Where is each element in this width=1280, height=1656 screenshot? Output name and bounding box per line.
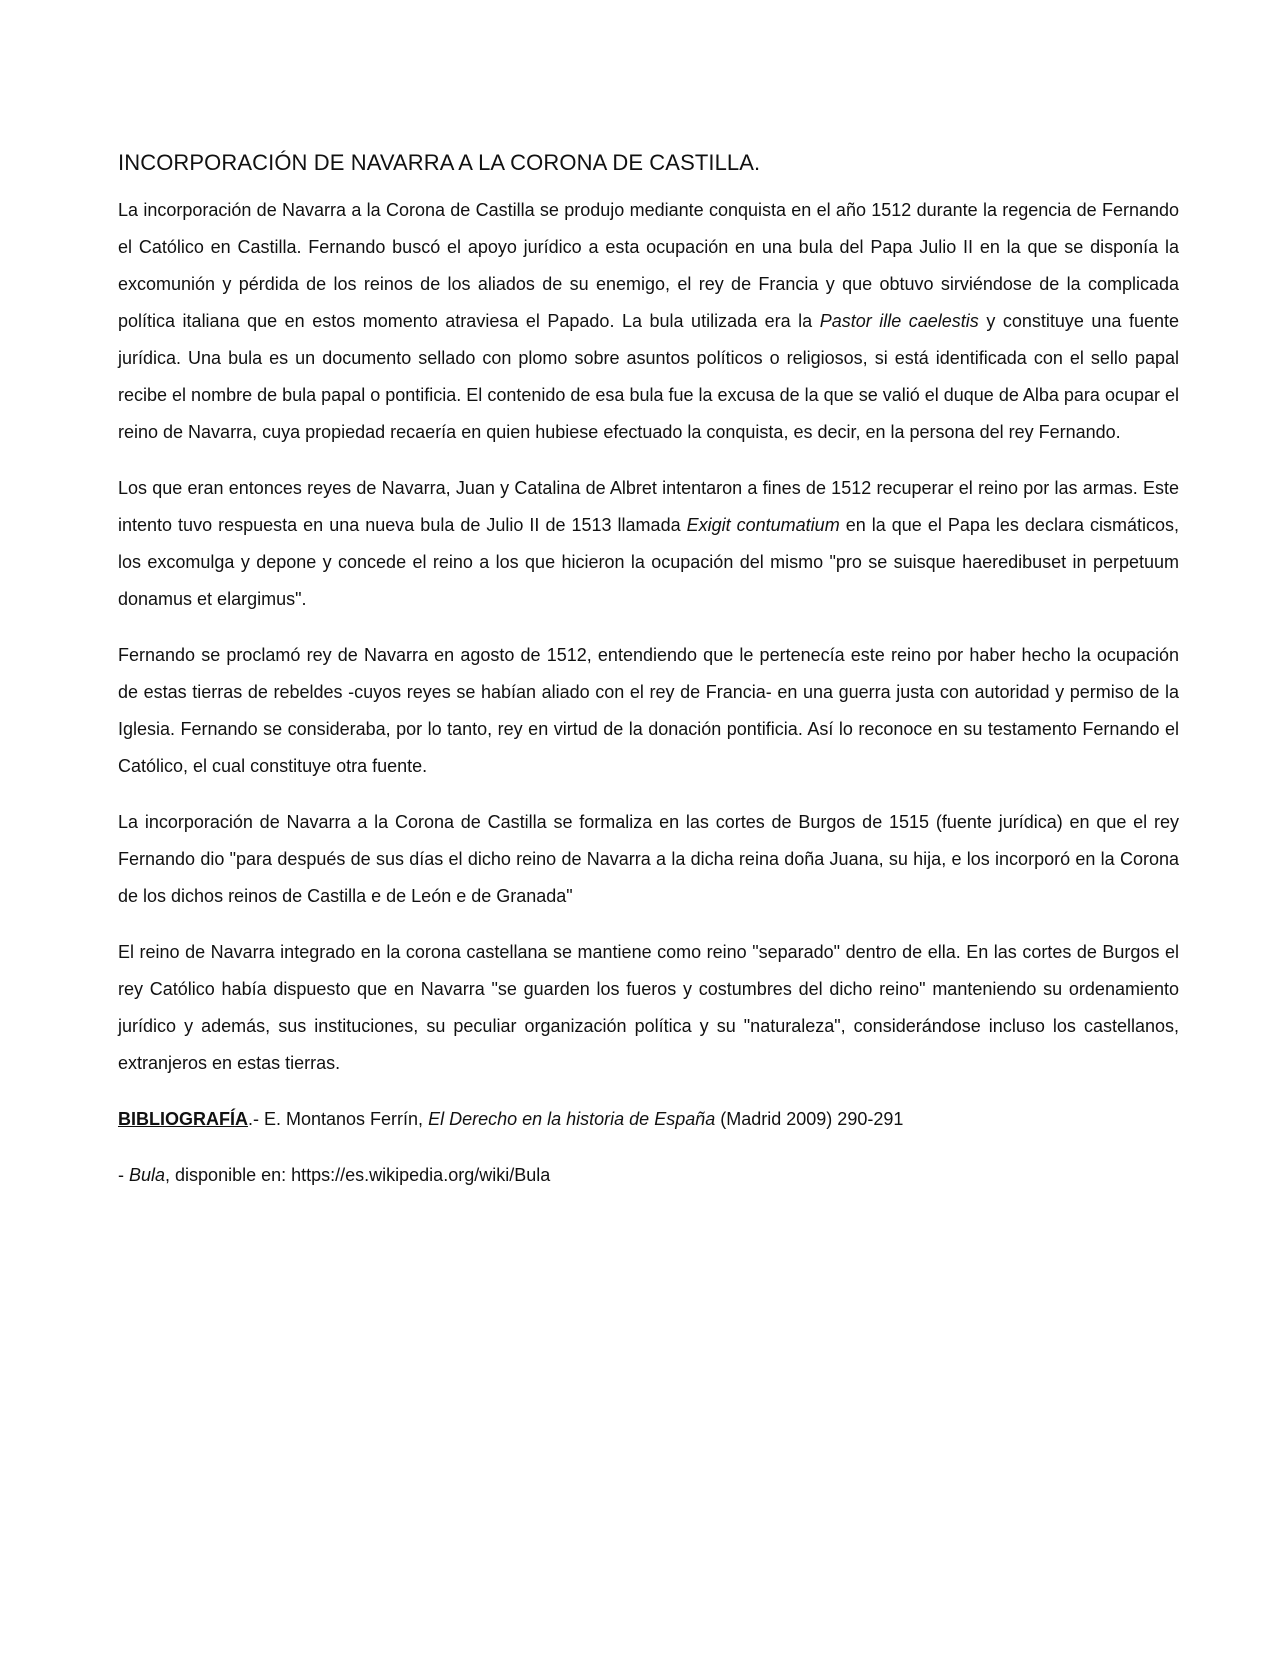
bibliography-author: .- E. Montanos Ferrín, bbox=[248, 1109, 429, 1129]
paragraph-2 bbox=[118, 470, 1179, 618]
bibliography-entry-2 bbox=[118, 1157, 1179, 1194]
paragraph-4: La incorporación de Navarra a la Corona de Castilla se formaliza en las cortes de Burgos de 1515 (fuente jurídica) en que el rey Fernando dio "para después de sus días el dicho reino de Navarra a la dicha reina doña Juana, su hija, e los incorporó en la Corona de los dichos reinos de Castilla e de León e de Granada" bbox=[118, 812, 1179, 906]
bula-name-exigit: Exigit contumatium bbox=[686, 515, 840, 535]
bibliography-item2-title: Bula bbox=[129, 1165, 166, 1185]
bibliography-label: BIBLIOGRAFÍA bbox=[118, 1109, 248, 1129]
document-title: INCORPORACIÓN DE NAVARRA A LA CORONA DE CASTILLA. bbox=[118, 150, 761, 175]
paragraph-1 bbox=[118, 192, 1179, 451]
paragraph-1-text-a: La incorporación de Navarra a la Corona de Castilla se produjo mediante conquista en el año 1512 durante la regencia de Fernando el Católico en Castilla. Fernando buscó el apoyo jurídico a esta ocupación en una bula del Papa Julio II en la que se disponía la excomunión y pérdida de los reinos de los aliados de su enemigo, el rey de Francia y que obtuvo sirviéndose de la complicada política italiana que en estos momento atraviesa el Papado. La bula utilizada era la bbox=[118, 200, 1179, 331]
document-page bbox=[118, 148, 1179, 1213]
paragraph-2-text-a: Los que eran entonces reyes de Navarra, Juan y Catalina de Albret intentaron a fines de 1512 recuperar el reino por las armas. Este intento tuvo respuesta en una nueva bula de Julio II de 1513 llamada bbox=[118, 478, 1179, 535]
paragraph-2-text-b: en la que el Papa les declara cismáticos, los excomulga y depone y concede el reino a los que hicieron la ocupación del mismo "pro se suisque haeredibuset in perpetuum donamus et elargimus". bbox=[118, 515, 1179, 609]
paragraph-5: El reino de Navarra integrado en la corona castellana se mantiene como reino "separado" dentro de ella. En las cortes de Burgos el rey Católico había dispuesto que en Navarra "se guarden los fueros y costumbres del dicho reino" manteniendo su ordenamiento jurídico y además, sus instituciones, su peculiar organización política y su "naturaleza", considerándose incluso los castellanos, extranjeros en estas tierras. bbox=[118, 942, 1179, 1073]
bibliography-book-details: (Madrid 2009) 290-291 bbox=[715, 1109, 904, 1129]
bibliography-item2-prefix: - bbox=[118, 1165, 129, 1185]
bibliography-item2-link: , disponible en: https://es.wikipedia.org/wiki/Bula bbox=[165, 1165, 551, 1185]
bibliography-book-title: El Derecho en la historia de España bbox=[428, 1109, 716, 1129]
paragraph-3: Fernando se proclamó rey de Navarra en agosto de 1512, entendiendo que le pertenecía este reino por haber hecho la ocupación de estas tierras de rebeldes -cuyos reyes se habían aliado con el rey de Francia- en una guerra justa con autoridad y permiso de la Iglesia. Fernando se consideraba, por lo tanto, rey en virtud de la donación pontificia. Así lo reconoce en su testamento Fernando el Católico, el cual constituye otra fuente. bbox=[118, 645, 1179, 776]
bibliography-entry-1 bbox=[118, 1101, 1179, 1138]
bula-name-pastor: Pastor ille caelestis bbox=[819, 311, 979, 331]
paragraph-1-text-b: y constituye una fuente jurídica. Una bula es un documento sellado con plomo sobre asuntos políticos o religiosos, si está identificada con el sello papal recibe el nombre de bula papal o pontificia. El contenido de esa bula fue la excusa de la que se valió el duque de Alba para ocupar el reino de Navarra, cuya propiedad recaería en quien hubiese efectuado la conquista, es decir, en la persona del rey Fernando. bbox=[118, 311, 1179, 442]
